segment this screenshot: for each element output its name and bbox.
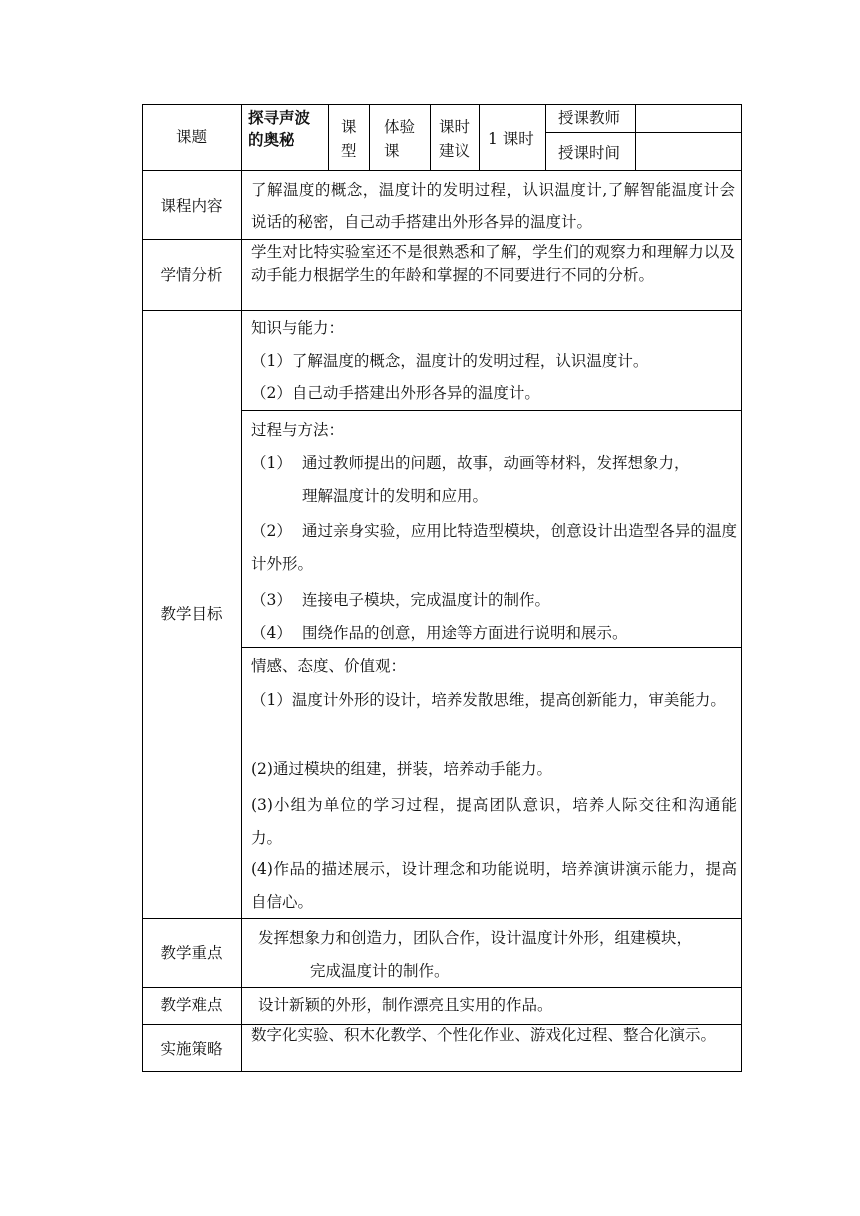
hours-label: 课时建议 <box>439 118 471 160</box>
time-label: 授课时间 <box>558 144 621 162</box>
emotion-item-1: （1）温度计外形的设计，培养发散思维，提高创新能力，审美能力。 <box>251 691 726 709</box>
table-border-bottom <box>142 1071 742 1072</box>
table-border-top <box>142 104 742 105</box>
lesson-plan-table <box>142 104 742 1072</box>
process-item-2 <box>251 515 737 581</box>
header-mid-line <box>545 132 742 133</box>
row-line-2 <box>142 239 742 240</box>
table-border-right <box>741 104 742 1072</box>
hours-value: 1 课时 <box>488 130 534 148</box>
process-title: 过程与方法： <box>251 421 345 439</box>
content-text: 了解温度的概念，温度计的发明过程，认识温度计,了解智能温度计会说话的秘密，自己动手搭建出外形各异的温度计。 <box>251 181 735 231</box>
header-divider-2 <box>369 104 370 170</box>
emotion-title: 情感、态度、价值观： <box>251 657 407 675</box>
process-item-4-num: （4） <box>251 624 292 642</box>
type-label: 课型 <box>341 118 357 160</box>
content-label: 课程内容 <box>160 197 223 215</box>
knowledge-item-2: （2）自己动手搭建出外形各异的温度计。 <box>251 384 540 402</box>
knowledge-title: 知识与能力： <box>251 319 345 337</box>
type-value: 体验课 <box>384 118 416 160</box>
subject-value: 探寻声波的奥秘 <box>248 108 311 149</box>
header-divider-3 <box>430 104 431 170</box>
strategy-text: 数字化实验、积木化教学、个性化作业、游戏化过程、整合化演示。 <box>251 1026 717 1044</box>
key-points-label: 教学重点 <box>160 944 223 962</box>
knowledge-item-1: （1）了解温度的概念，温度计的发明过程，认识温度计。 <box>251 352 649 370</box>
analysis-text: 学生对比特实验室还不是很熟悉和了解，学生们的观察力和理解力以及动手能力根据学生的年龄和掌握的不同要进行不同的分析。 <box>251 243 735 284</box>
difficulty-label: 教学难点 <box>160 996 223 1014</box>
process-item-2-text: 通过亲身实验，应用比特造型模块，创意设计出造型各异的温度计外形。 <box>251 522 737 573</box>
subject-label: 课题 <box>175 128 207 146</box>
process-item-4-text: 围绕作品的创意，用途等方面进行说明和展示。 <box>302 624 628 642</box>
analysis-label: 学情分析 <box>160 266 223 284</box>
table-border-left <box>142 104 143 1072</box>
process-item-1-line-1: 通过教师提出的问题，故事，动画等材料，发挥想象力， <box>302 454 690 472</box>
row-line-5 <box>142 987 742 988</box>
label-column-divider <box>241 104 242 1072</box>
process-item-2-num: （2） <box>251 522 292 540</box>
goals-label: 教学目标 <box>160 605 223 623</box>
process-item-1-num: （1） <box>251 454 292 472</box>
difficulty-text: 设计新颖的外形，制作漂亮且实用的作品。 <box>258 996 553 1014</box>
goals-sub-line-2 <box>241 647 742 648</box>
row-line-3 <box>142 310 742 311</box>
process-item-3-num: （3） <box>251 591 292 609</box>
emotion-item-3: (3)小组为单位的学习过程，提高团队意识，培养人际交往和沟通能力。 <box>251 796 737 847</box>
teacher-label: 授课教师 <box>558 109 621 127</box>
emotion-item-2: (2)通过模块的组建，拼装，培养动手能力。 <box>251 760 552 778</box>
key-points-line-1: 发挥想象力和创造力，团队合作，设计温度计外形，组建模块， <box>258 929 693 947</box>
header-divider-6 <box>635 104 636 170</box>
header-divider-4 <box>479 104 480 170</box>
row-line-1 <box>142 170 742 171</box>
goals-sub-line-1 <box>241 410 742 411</box>
strategy-label: 实施策略 <box>160 1040 223 1058</box>
process-item-3-text: 连接电子模块，完成温度计的制作。 <box>302 591 551 609</box>
process-item-1-line-2: 理解温度计的发明和应用。 <box>302 487 489 505</box>
header-divider-5 <box>545 104 546 170</box>
emotion-item-4: (4)作品的描述展示，设计理念和功能说明，培养演讲演示能力，提高自信心。 <box>251 860 737 911</box>
header-divider-1 <box>328 104 329 170</box>
key-points-line-2: 完成温度计的制作。 <box>310 962 450 980</box>
